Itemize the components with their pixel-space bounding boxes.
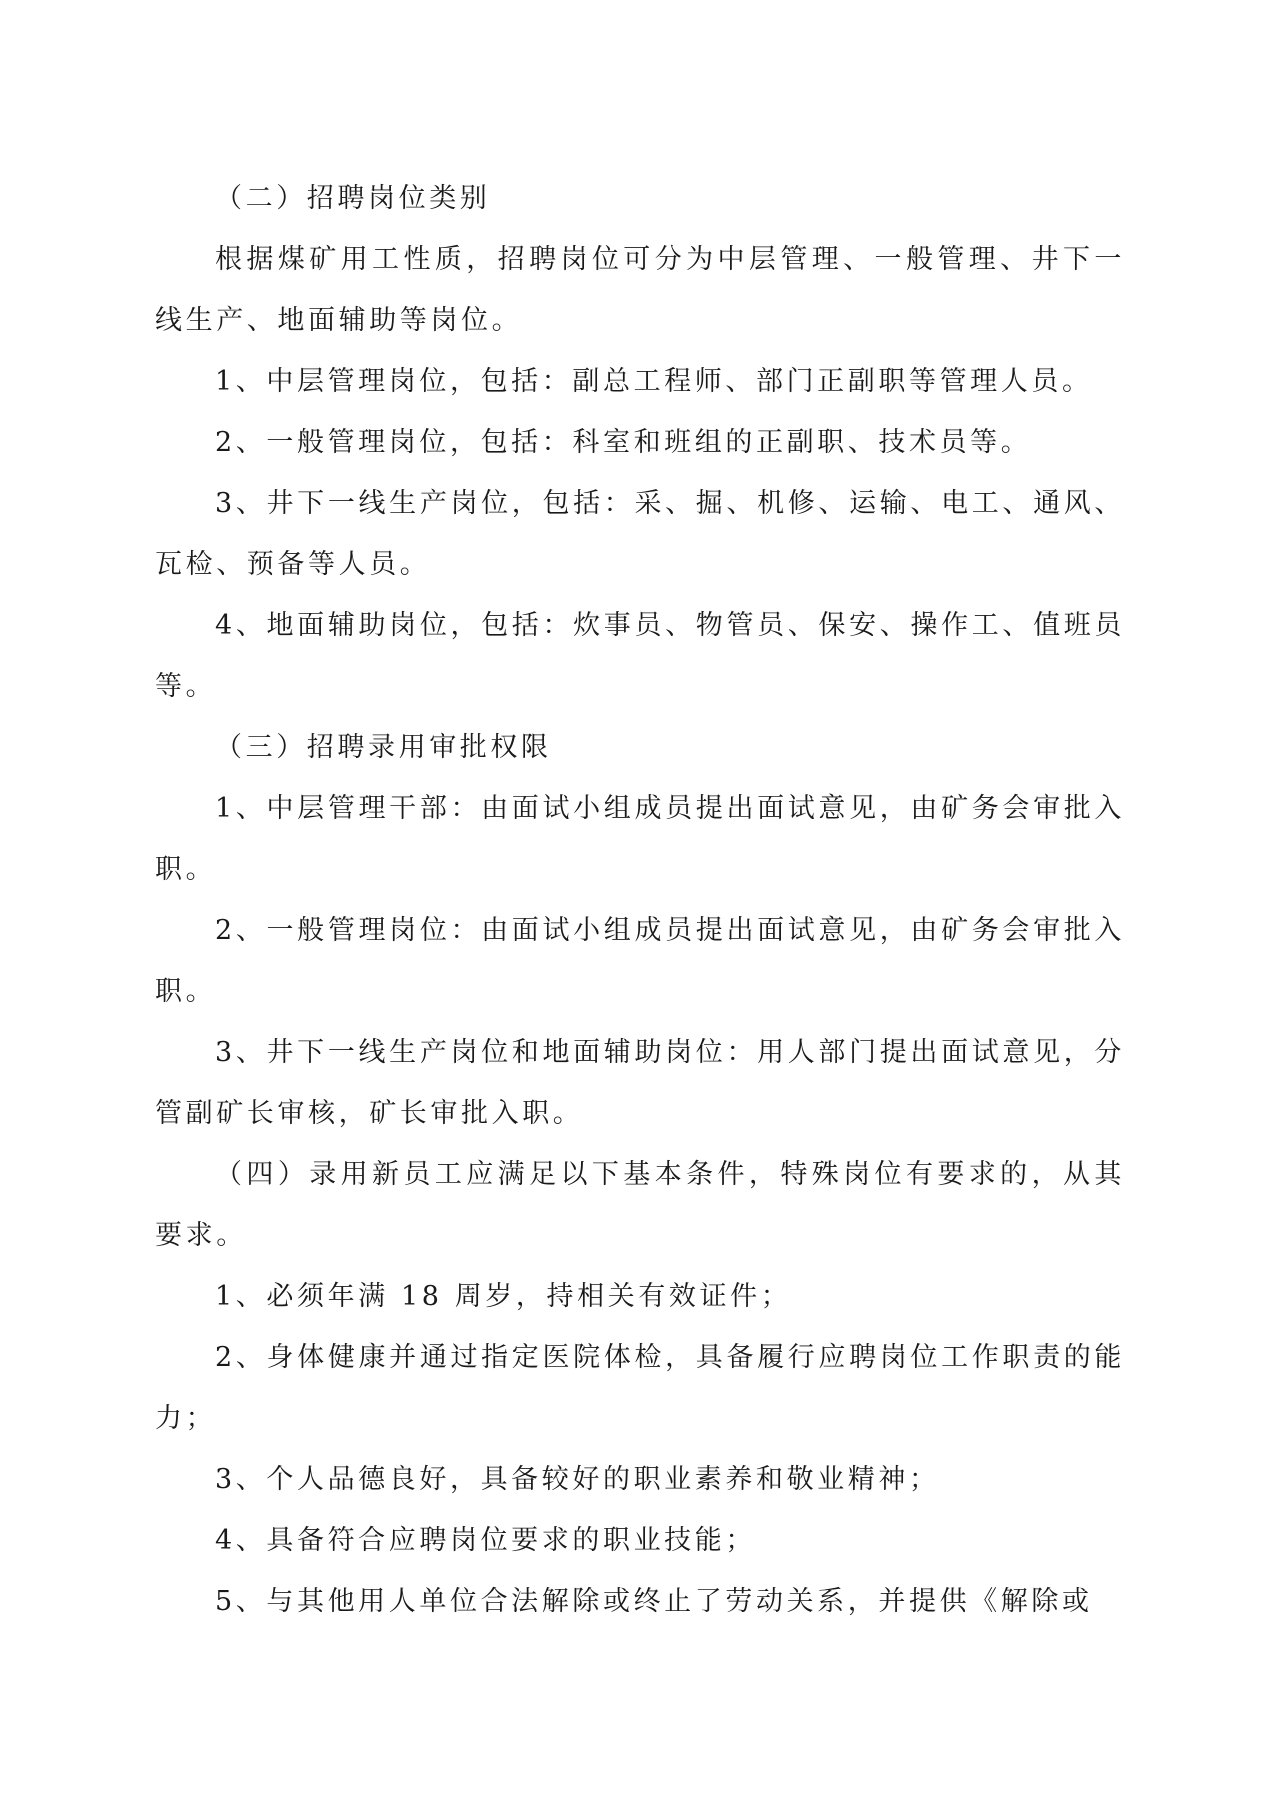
list-item-approval-production-auxiliary: 3、井下一线生产岗位和地面辅助岗位：用人部门提出面试意见，分管副矿长审核，矿长审批入职。 [155, 1037, 1125, 1129]
list-item-approval-general-management: 2、一般管理岗位：由面试小组成员提出面试意见，由矿务会审批入职。 [155, 915, 1125, 1007]
paragraph-categories-intro: 根据煤矿用工性质，招聘岗位可分为中层管理、一般管理、井下一线生产、地面辅助等岗位。 [155, 244, 1125, 336]
document-body [155, 168, 1125, 1632]
list-item-condition-health: 2、身体健康并通过指定医院体检，具备履行应聘岗位工作职责的能力； [155, 1342, 1125, 1434]
list-item-approval-middle-management: 1、中层管理干部：由面试小组成员提出面试意见，由矿务会审批入职。 [155, 793, 1125, 885]
list-item-condition-age: 1、必须年满 18 周岁，持相关有效证件； [215, 1281, 792, 1312]
list-item-condition-skills: 4、具备符合应聘岗位要求的职业技能； [215, 1525, 756, 1556]
section-heading-recruitment-categories: （二）招聘岗位类别 [215, 183, 491, 214]
list-item-condition-character: 3、个人品德良好，具备较好的职业素养和敬业精神； [215, 1464, 940, 1495]
list-item-underground-production: 3、井下一线生产岗位，包括：采、掘、机修、运输、电工、通风、瓦检、预备等人员。 [155, 488, 1125, 580]
section-heading-basic-conditions: （四）录用新员工应满足以下基本条件，特殊岗位有要求的，从其要求。 [155, 1159, 1125, 1251]
list-item-middle-management: 1、中层管理岗位，包括：副总工程师、部门正副职等管理人员。 [215, 366, 1093, 397]
list-item-condition-labor-relation: 5、与其他用人单位合法解除或终止了劳动关系，并提供《解除或 [215, 1586, 1093, 1617]
list-item-general-management: 2、一般管理岗位，包括：科室和班组的正副职、技术员等。 [215, 427, 1032, 458]
section-heading-approval-authority: （三）招聘录用审批权限 [215, 732, 552, 763]
list-item-ground-auxiliary: 4、地面辅助岗位，包括：炊事员、物管员、保安、操作工、值班员等。 [155, 610, 1125, 702]
